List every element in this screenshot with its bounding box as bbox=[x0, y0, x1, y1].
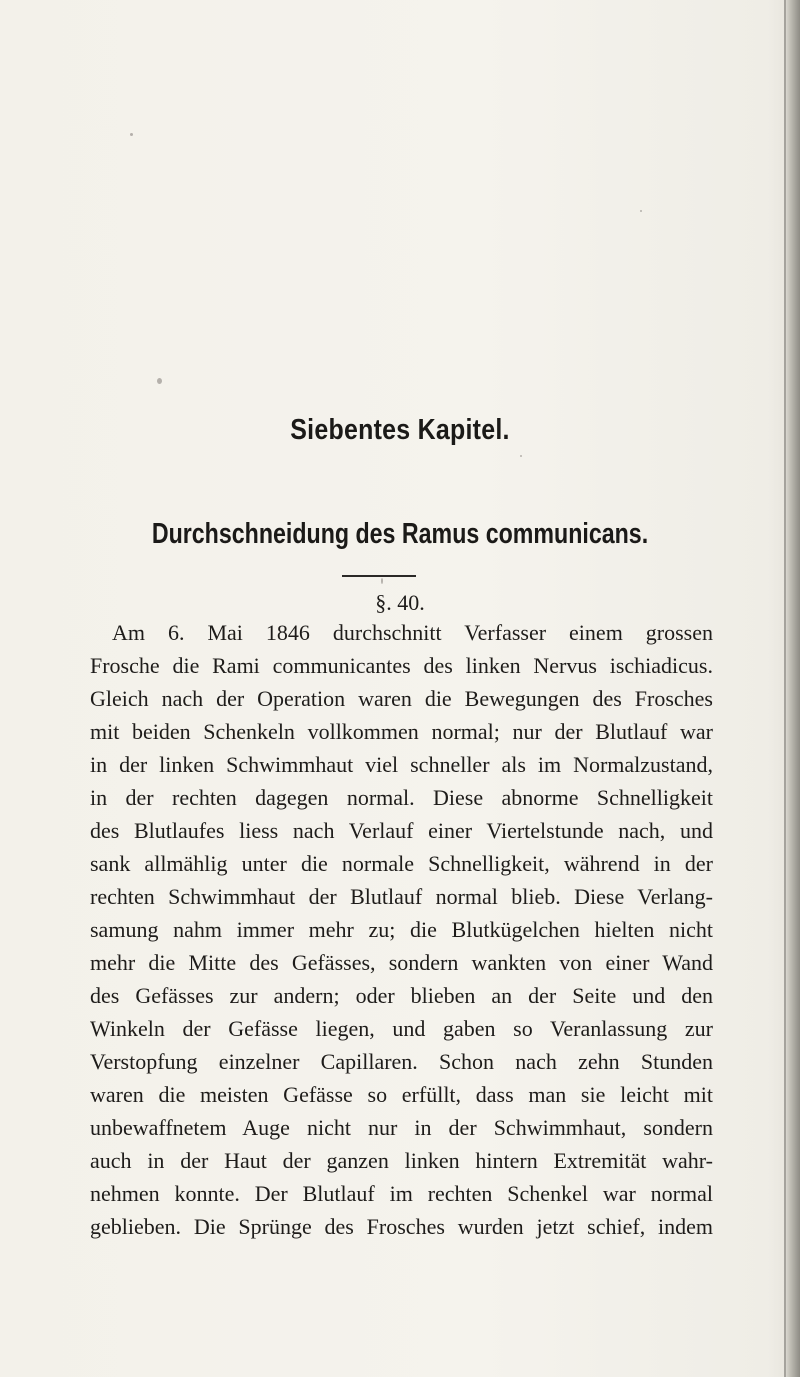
body-line: des Gefässes zur andern; oder blieben an der Seite und den bbox=[90, 983, 713, 1008]
body-line: Verstopfung einzelner Capillaren. Schon nach zehn Stunden bbox=[90, 1049, 713, 1074]
body-line: samung nahm immer mehr zu; die Blutkügelchen hielten nicht bbox=[90, 917, 713, 942]
body-line: mit beiden Schenkeln vollkommen normal; nur der Blutlauf war bbox=[90, 719, 713, 744]
chapter-heading: Siebentes Kapitel. bbox=[290, 414, 510, 446]
body-line: Frosche die Rami communicantes des linken Nervus ischiadicus. bbox=[90, 653, 713, 678]
body-line: sank allmählig unter die normale Schnelligkeit, während in der bbox=[90, 851, 713, 876]
body-line: auch in der Haut der ganzen linken hintern Extremität wahr- bbox=[90, 1148, 713, 1173]
section-title: Durchschneidung des Ramus communicans. bbox=[151, 518, 649, 550]
body-text bbox=[90, 616, 713, 1243]
body-line: nehmen konnte. Der Blutlauf im rechten Schenkel war normal bbox=[90, 1181, 713, 1206]
body-line: des Blutlaufes liess nach Verlauf einer Viertelstunde nach, und bbox=[90, 818, 713, 843]
body-line: waren die meisten Gefässe so erfüllt, dass man sie leicht mit bbox=[90, 1082, 713, 1107]
body-line: in der linken Schwimmhaut viel schneller als im Normalzustand, bbox=[90, 752, 713, 777]
title-divider bbox=[342, 575, 416, 577]
body-line: Winkeln der Gefässe liegen, und gaben so Veranlassung zur bbox=[90, 1016, 713, 1041]
body-line: in der rechten dagegen normal. Diese abnorme Schnelligkeit bbox=[90, 785, 713, 810]
body-line: geblieben. Die Sprünge des Frosches wurden jetzt schief, indem bbox=[90, 1214, 713, 1239]
body-line: mehr die Mitte des Gefässes, sondern wankten von einer Wand bbox=[90, 950, 713, 975]
body-line: rechten Schwimmhaut der Blutlauf normal blieb. Diese Verlang- bbox=[90, 884, 713, 909]
body-line: Am 6. Mai 1846 durchschnitt Verfasser einem grossen bbox=[112, 620, 713, 645]
paragraph-number: §. 40. bbox=[375, 590, 425, 615]
body-line: Gleich nach der Operation waren die Bewegungen des Frosches bbox=[90, 686, 713, 711]
page-edge-shadow bbox=[786, 0, 800, 1377]
body-line: unbewaffnetem Auge nicht nur in der Schwimmhaut, sondern bbox=[90, 1115, 713, 1140]
